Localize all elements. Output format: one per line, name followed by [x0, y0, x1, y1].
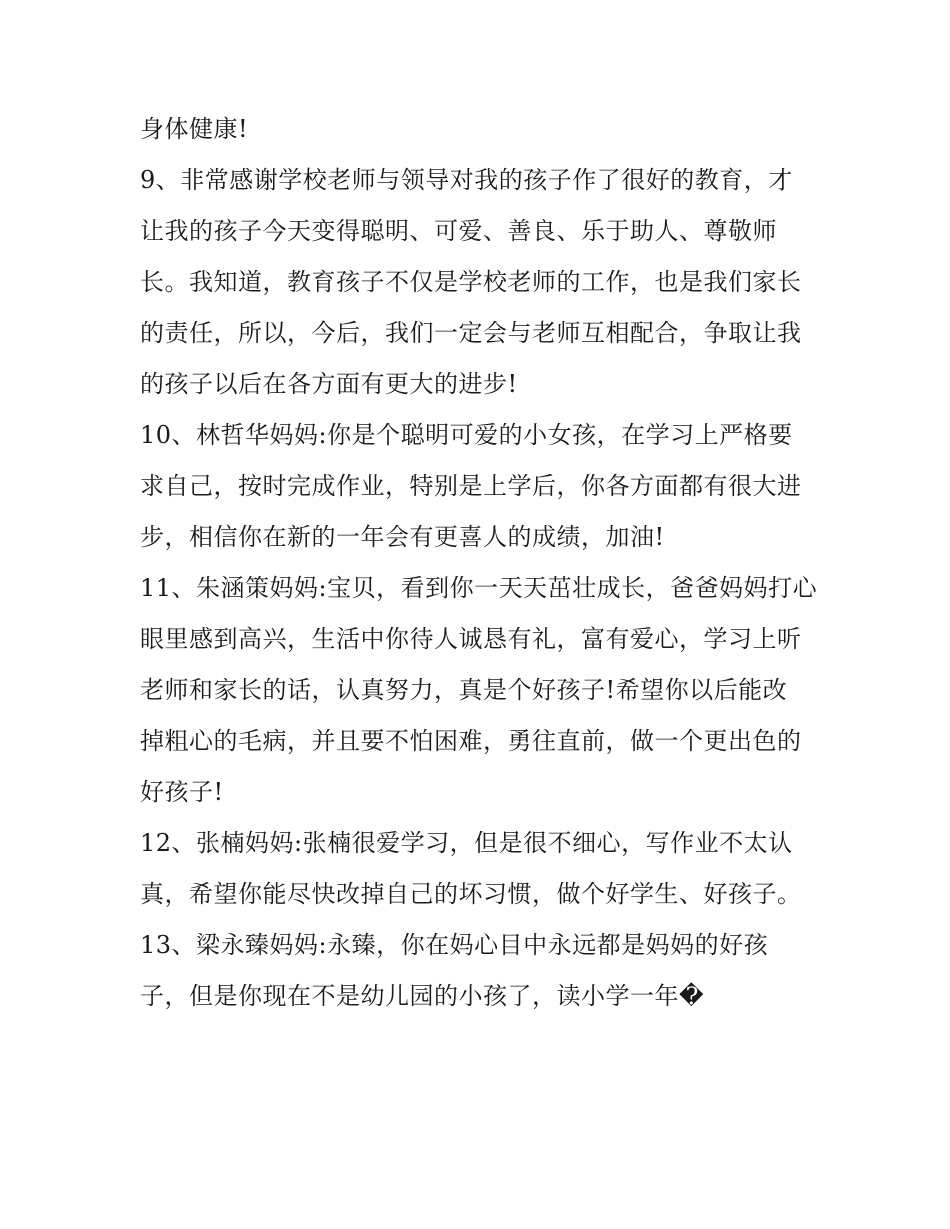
text-line: 的孩子以后在各方面有更大的进步! [140, 370, 518, 398]
text-line: 11、朱涵策妈妈:宝贝，看到你一天天茁壮成长，爸爸妈妈打心 [140, 574, 818, 602]
text-line: 掉粗心的毛病，并且要不怕困难，勇往直前，做一个更出色的 [140, 727, 802, 755]
text-line: 的责任，所以，今后，我们一定会与老师互相配合，争取让我 [140, 319, 802, 347]
document-body [140, 104, 820, 1022]
text-line: 9、非常感谢学校老师与领导对我的孩子作了很好的教育，才 [140, 166, 793, 194]
text-line: 长。我知道，教育孩子不仅是学校老师的工作，也是我们家长 [140, 268, 802, 296]
text-line: 13、梁永臻妈妈:永臻，你在妈心目中永远都是妈妈的好孩 [140, 931, 769, 959]
text-line: 真，希望你能尽快改掉自己的坏习惯，做个好学生、好孩子。 [140, 880, 802, 908]
text-line: 12、张楠妈妈:张楠很爱学习，但是很不细心，写作业不太认 [140, 829, 793, 857]
text-line: 子，但是你现在不是幼儿园的小孩了，读小学一年� [140, 982, 705, 1010]
text-line: 眼里感到高兴，生活中你待人诚恳有礼，富有爱心，学习上听 [140, 625, 802, 653]
text-line: 身体健康! [140, 115, 249, 143]
text-line: 求自己，按时完成作业，特别是上学后，你各方面都有很大进 [140, 472, 802, 500]
text-line: 好孩子! [140, 778, 224, 806]
text-line: 老师和家长的话，认真努力，真是个好孩子!希望你以后能改 [140, 676, 788, 704]
text-line: 让我的孩子今天变得聪明、可爱、善良、乐于助人、尊敬师 [140, 217, 777, 245]
text-line: 步，相信你在新的一年会有更喜人的成绩，加油! [140, 523, 665, 551]
text-line: 10、林哲华妈妈:你是个聪明可爱的小女孩，在学习上严格要 [140, 421, 793, 449]
